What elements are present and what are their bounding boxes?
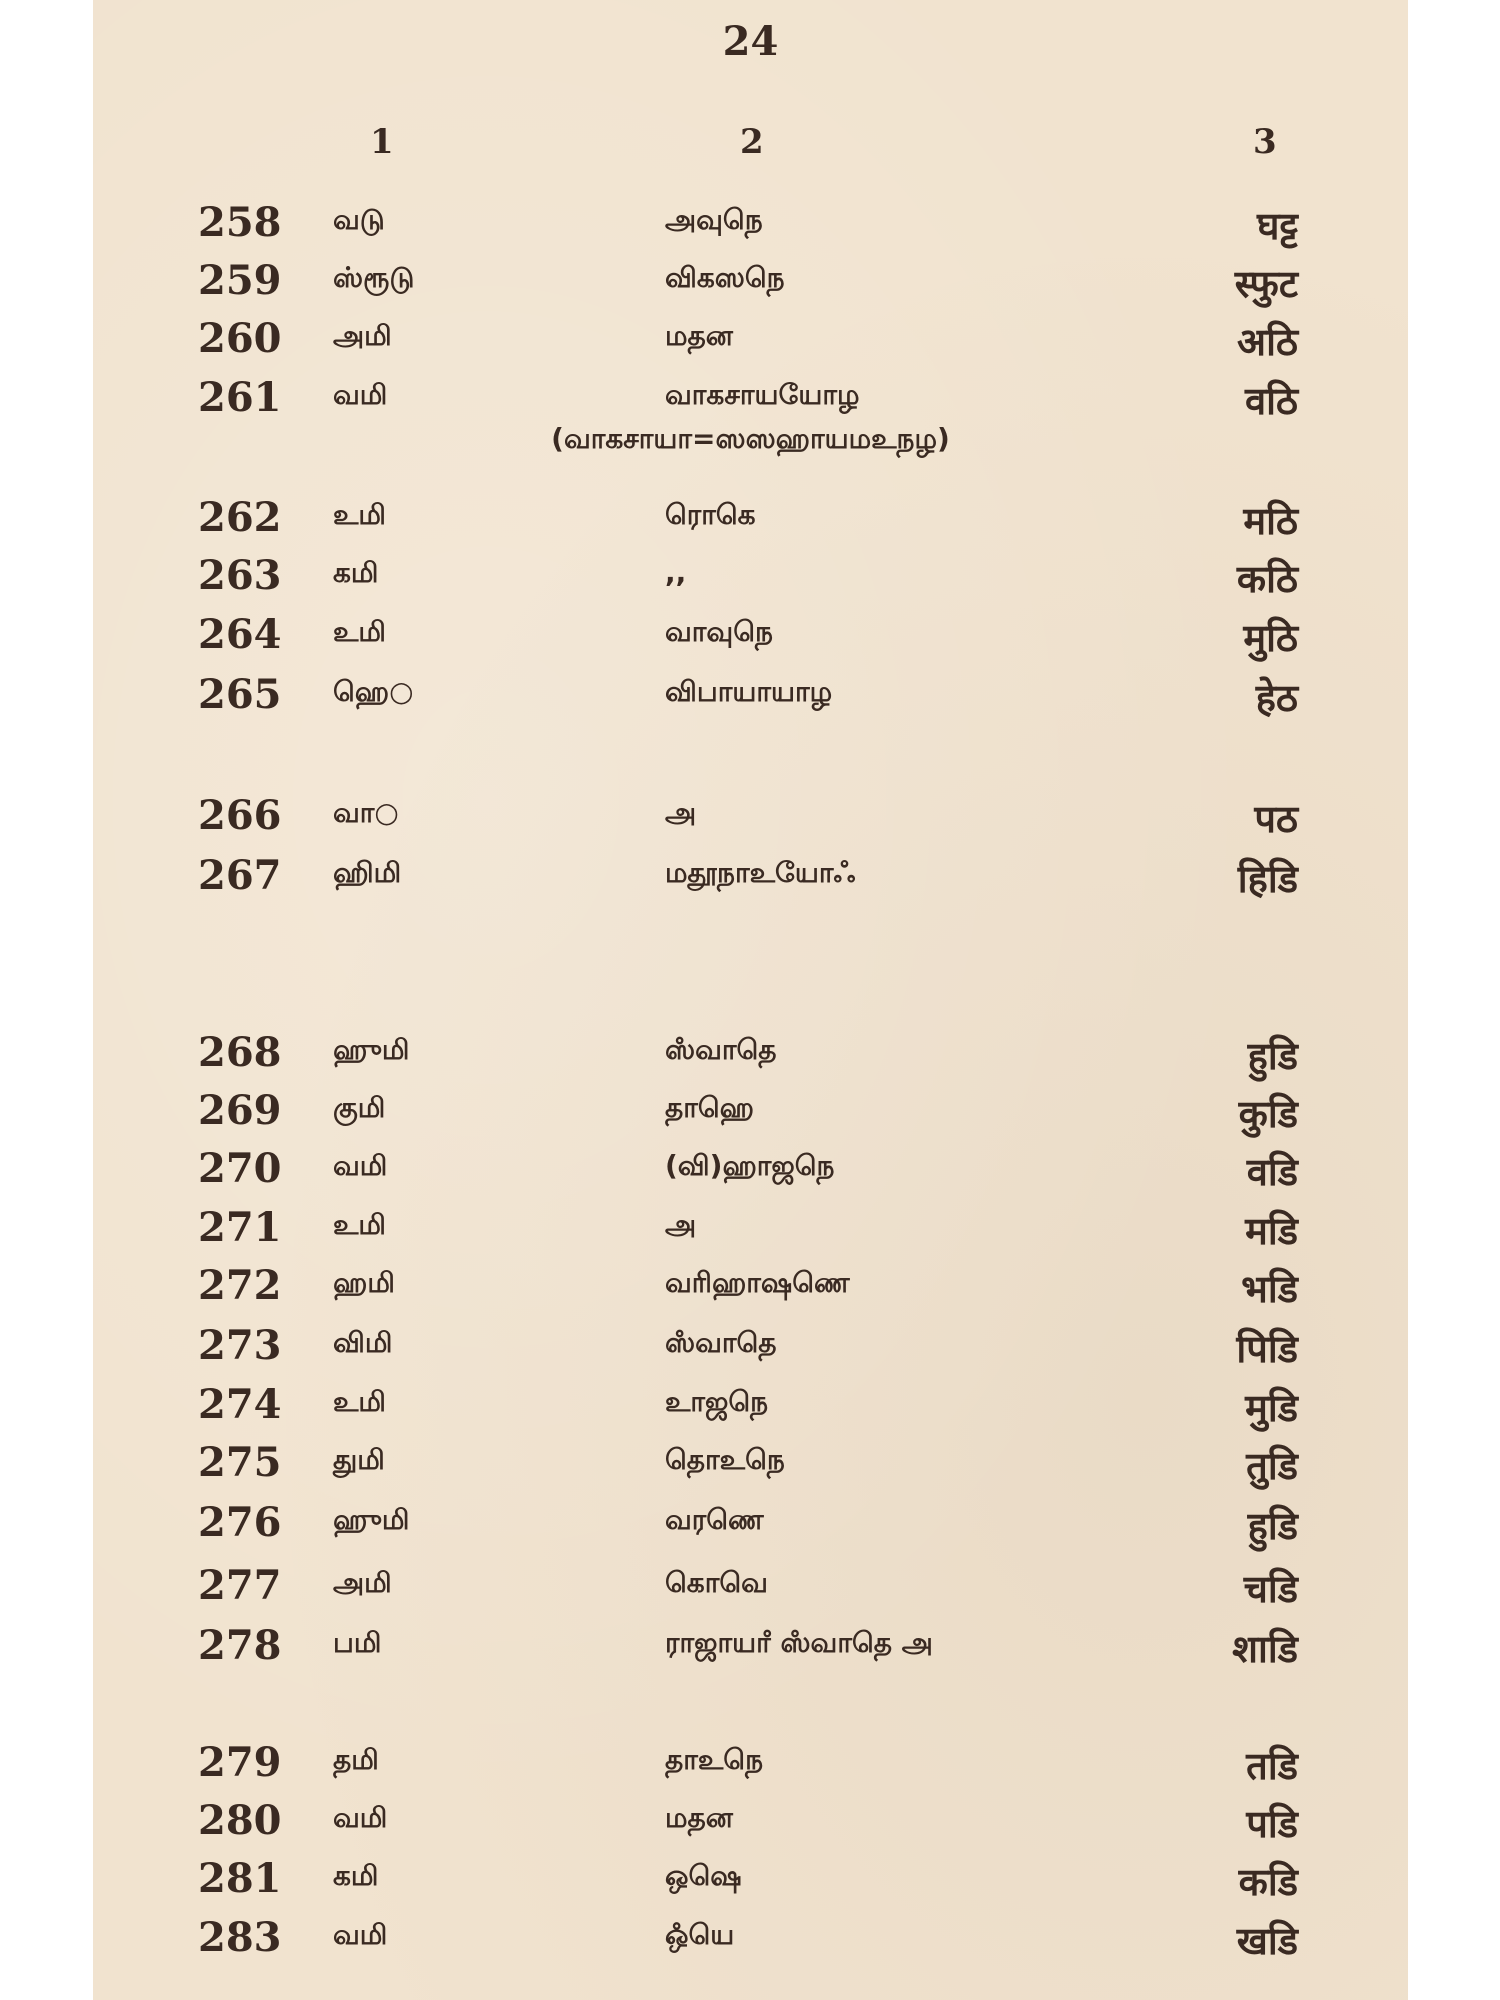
root-word: அமி [333,1566,392,1599]
row-number: 281 [198,1855,282,1902]
devanagari-root: कुडि [1238,1092,1298,1136]
meaning: ராஜாயாஂ ஸஂவாதெ அ [665,1626,933,1659]
root-word: வமி [333,1801,388,1834]
meaning: தொஉநெ [665,1443,785,1476]
table-row [93,1910,1408,1966]
root-word: உமி [333,1208,386,1241]
root-word: அமி [333,319,392,352]
root-word: வா○ [333,796,399,829]
meaning: (வி)ஹாஜநெ [665,1149,835,1182]
row-number: 270 [198,1145,282,1192]
devanagari-root: मडि [1245,1209,1298,1253]
row-number: 273 [198,1322,282,1369]
devanagari-root: मठि [1243,499,1298,543]
row-number: 277 [198,1562,282,1609]
root-word: ஹிமி [333,856,402,889]
root-word: வடு [333,203,385,236]
row-number: 259 [198,257,282,304]
row-number: 268 [198,1029,282,1076]
meaning: கொவெ [665,1566,768,1599]
row-number: 280 [198,1797,282,1844]
meaning: வரணெ [665,1503,764,1536]
table-row [93,253,1408,309]
devanagari-root: खडि [1236,1919,1298,1963]
devanagari-root: अठि [1237,320,1298,364]
devanagari-root: कठि [1236,557,1298,601]
meaning: விபாயாயாழ [665,675,833,708]
table-row [93,1083,1408,1139]
meaning: மதூநாஉயோஃ [665,856,856,889]
devanagari-root: भडि [1241,1267,1298,1311]
root-word: கமி [333,556,379,589]
meaning: வரிஹாஷணெ [665,1266,850,1299]
meaning: ஸஂவாதெ [665,1326,777,1359]
column-header-2: 2 [740,122,764,162]
table-row [93,490,1408,546]
meaning: ஸஂவாதெ [665,1033,777,1066]
table-row [93,1495,1408,1551]
meaning: ,, [665,556,687,589]
devanagari-root: कडि [1238,1860,1298,1904]
root-word: தமி [333,1743,379,1776]
table-row [93,1793,1408,1849]
table-row [93,548,1408,604]
row-number: 271 [198,1204,282,1251]
column-header-3: 3 [1253,122,1277,162]
devanagari-root: हिडि [1237,857,1298,901]
meaning: அ [665,796,697,829]
root-word: வமி [333,1149,388,1182]
row-number: 260 [198,315,282,362]
root-word: வமி [333,1918,388,1951]
table-row [93,1258,1408,1314]
row-number: 262 [198,494,282,541]
column-header-1: 1 [370,122,394,162]
row-number: 269 [198,1087,282,1134]
row-number: 283 [198,1914,282,1961]
meaning: மதன [665,1801,733,1834]
devanagari-root: हुडि [1247,1504,1298,1548]
meaning: மதன [665,319,733,352]
row-number: 275 [198,1439,282,1486]
meaning: தாஹெ [665,1091,754,1124]
meaning: வாவுநெ [665,615,773,648]
table-row [93,1735,1408,1791]
table-row [93,1141,1408,1197]
table-row [93,667,1408,723]
devanagari-root: तुडि [1246,1444,1298,1488]
root-word: குமி [333,1091,386,1124]
row-number: 266 [198,792,282,839]
table-row [93,195,1408,251]
devanagari-root: चडि [1243,1567,1298,1611]
row-number: 274 [198,1381,282,1428]
table-row [93,848,1408,904]
root-word: கமி [333,1859,379,1892]
table-row [93,607,1408,663]
table-row [93,788,1408,844]
parenthetical-note: (வாகசாயா=ஸஸஹாயமஉநழ) [551,422,950,455]
root-word: ஹுமி [333,1503,410,1536]
table-row [93,1377,1408,1433]
row-number: 267 [198,852,282,899]
row-number: 272 [198,1262,282,1309]
devanagari-root: मुडि [1245,1386,1298,1430]
meaning: அவுநெ [665,203,763,236]
devanagari-root: वडि [1246,1150,1298,1194]
devanagari-root: घट्ट [1256,204,1298,248]
table-row [93,370,1408,426]
table-row [93,1435,1408,1491]
row-number: 276 [198,1499,282,1546]
root-word: வமி [333,378,388,411]
root-word: ஸ்ரூடு [333,261,415,294]
table-row [93,1558,1408,1614]
root-word: விமி [333,1326,393,1359]
root-word: ஹுமி [333,1033,410,1066]
meaning: ஒஂயெ [665,1918,735,1951]
devanagari-root: शाडि [1232,1627,1298,1671]
row-number: 279 [198,1739,282,1786]
meaning: வாகசாயயோழ [665,378,860,411]
meaning: ரொகெ [665,498,756,531]
meaning: உாஜநெ [665,1385,769,1418]
row-number: 278 [198,1622,282,1669]
devanagari-root: हुडि [1247,1034,1298,1078]
row-number: 261 [198,374,282,421]
meaning: ஒஷெ [665,1859,742,1892]
root-word: உமி [333,615,386,648]
devanagari-root: स्फुट [1234,262,1298,306]
row-number: 258 [198,199,282,246]
row-number: 265 [198,671,282,718]
table-row [93,1200,1408,1256]
table-row [93,1851,1408,1907]
devanagari-root: पडि [1246,1802,1298,1846]
root-word: ஹமி [333,1266,395,1299]
devanagari-root: मुठि [1243,616,1298,660]
meaning: தாஉநெ [665,1743,764,1776]
table-row [93,1618,1408,1674]
book-page [93,0,1408,2000]
page-number: 24 [722,18,779,65]
table-row [93,1025,1408,1081]
devanagari-root: पठ [1254,797,1298,841]
root-word: உமி [333,498,386,531]
meaning: அ [665,1208,697,1241]
devanagari-root: वठि [1244,379,1298,423]
row-number: 264 [198,611,282,658]
devanagari-root: पिडि [1236,1327,1298,1371]
devanagari-root: तडि [1246,1744,1298,1788]
root-word: ஹெ○ [333,675,414,708]
table-row [93,1318,1408,1374]
row-number: 263 [198,552,282,599]
meaning: விகஸநெ [665,261,785,294]
root-word: பமி [333,1626,382,1659]
root-word: துமி [333,1443,385,1476]
devanagari-root: हेठ [1255,676,1298,720]
root-word: உமி [333,1385,386,1418]
table-row [93,311,1408,367]
